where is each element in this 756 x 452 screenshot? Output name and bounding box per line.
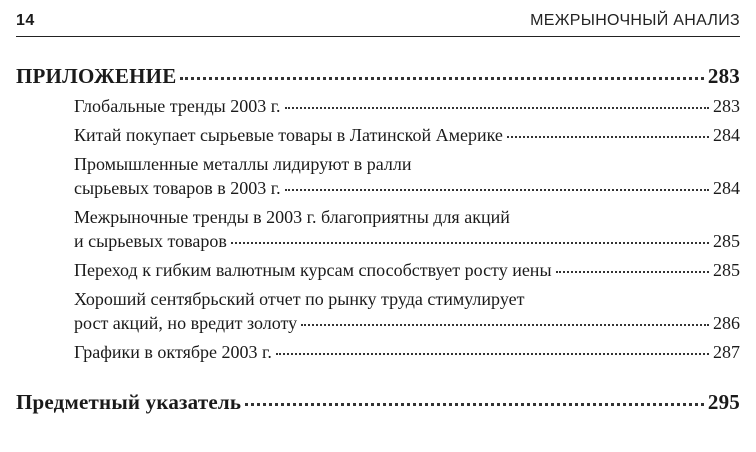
toc-subentry-page: 285 — [713, 260, 740, 280]
running-title: МЕЖРЫНОЧНЫЙ АНАЛИЗ — [530, 12, 740, 29]
dot-leader — [276, 353, 709, 355]
toc-subentry-page: 286 — [713, 313, 740, 333]
toc-subentry-page: 284 — [713, 178, 740, 198]
toc-subentry[interactable] — [74, 152, 740, 200]
appendix-subentries — [74, 94, 740, 364]
toc-entry-title: Предметный указатель — [16, 390, 242, 414]
page-number: 14 — [16, 12, 35, 29]
toc-subentry-title: Глобальные тренды 2003 г. — [74, 96, 281, 116]
toc-subentry-title-line: Промышленные металлы лидируют в ралли — [74, 154, 412, 174]
dot-leader — [507, 136, 709, 138]
toc-entry-title: ПРИЛОЖЕНИЕ — [16, 64, 177, 88]
toc-subentry-title-line: Межрыночные тренды в 2003 г. благоприятны для акций — [74, 207, 510, 227]
toc-subentry[interactable] — [74, 287, 740, 335]
toc-subentry-page: 287 — [713, 342, 740, 362]
toc-entry-appendix[interactable] — [16, 64, 740, 89]
dot-leader — [301, 324, 709, 326]
toc-subentry-title-line: Хороший сентябрьский отчет по рынку труда стимулирует — [74, 289, 525, 309]
toc-subentry-title: и сырьевых товаров — [74, 231, 227, 251]
toc-subentry-title: Переход к гибким валютным курсам способствует росту иены — [74, 260, 552, 280]
toc-subentry[interactable] — [74, 205, 740, 253]
toc-subentry-title: Китай покупает сырьевые товары в Латинской Америке — [74, 125, 503, 145]
toc-subentry-title: Графики в октябре 2003 г. — [74, 342, 272, 362]
toc-entry-page: 283 — [707, 64, 740, 88]
toc-subentry-page: 283 — [713, 96, 740, 116]
toc-entry-index[interactable] — [16, 390, 740, 415]
table-of-contents — [16, 64, 740, 415]
toc-subentry[interactable] — [74, 123, 740, 147]
dot-leader — [180, 77, 703, 80]
toc-entry-page: 295 — [707, 390, 740, 414]
toc-subentry[interactable] — [74, 94, 740, 118]
dot-leader — [285, 107, 709, 109]
toc-subentry-page: 284 — [713, 125, 740, 145]
toc-subentry[interactable] — [74, 258, 740, 282]
toc-subentry-title: сырьевых товаров в 2003 г. — [74, 178, 281, 198]
dot-leader — [285, 189, 709, 191]
toc-subentry[interactable] — [74, 340, 740, 364]
toc-subentry-page: 285 — [713, 231, 740, 251]
toc-subentry-title: рост акций, но вредит золоту — [74, 313, 298, 333]
dot-leader — [556, 271, 709, 273]
dot-leader — [231, 242, 709, 244]
running-header — [16, 10, 740, 37]
dot-leader — [245, 403, 704, 406]
